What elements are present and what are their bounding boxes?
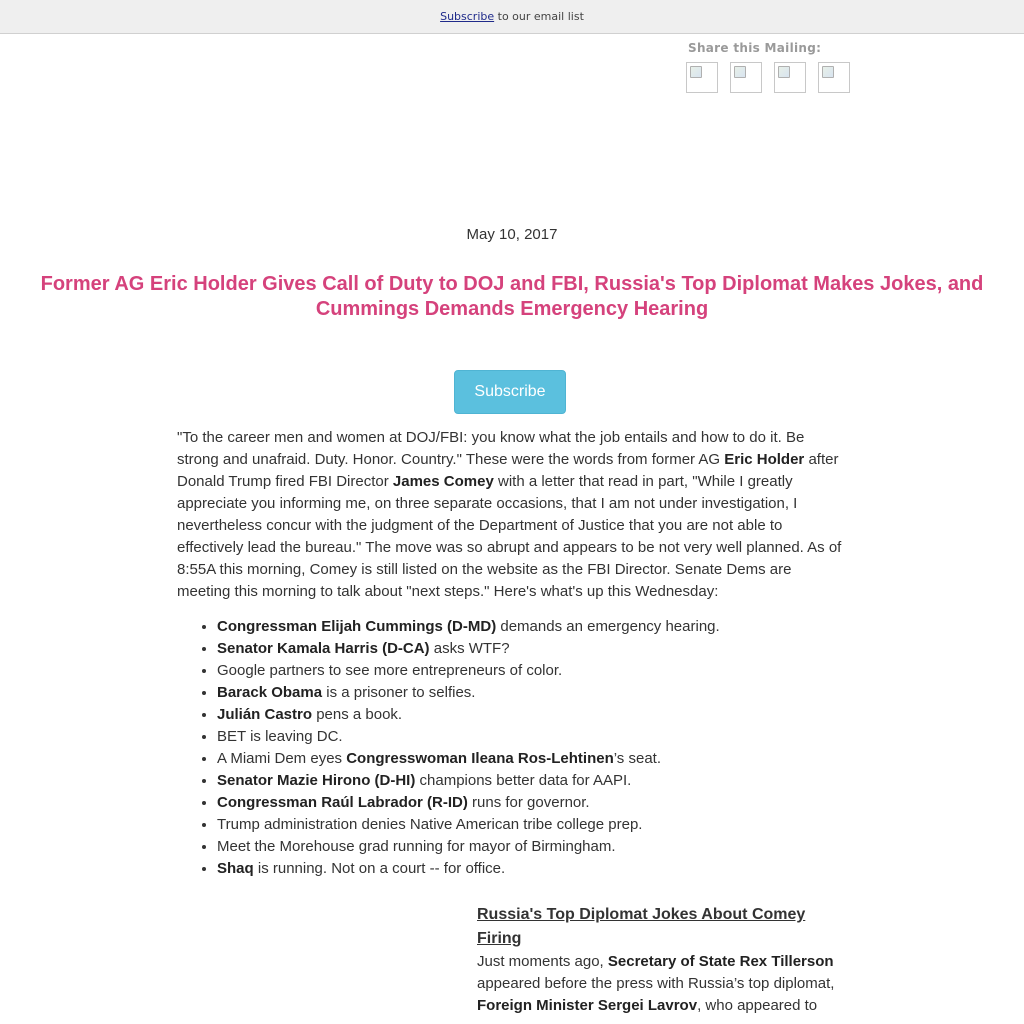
mailing-date: May 10, 2017: [466, 226, 558, 243]
share-label: Share this Mailing:: [688, 41, 822, 55]
list-item: • Julián Castro pens a book.: [217, 704, 847, 726]
list-item: • Barack Obama is a prisoner to selfies.: [217, 682, 847, 704]
article-body: Just moments ago, Secretary of State Rex Tillerson appeared before the press with Russia’s top diplomat, Foreign Minister Sergei Lavrov, who appeared to: [477, 953, 835, 1014]
share-facebook-broken-image-icon[interactable]: [686, 62, 718, 93]
article-section: [477, 903, 847, 1017]
intro-paragraph: [177, 427, 847, 603]
list-item: • Meet the Morehouse grad running for mayor of Birmingham.: [217, 836, 847, 858]
intro-text: "To the career men and women at DOJ/FBI: you know what the job entails and how to do it. Be strong and unafraid. Duty. Honor. Country." These were the words from former AG: [177, 429, 805, 468]
intro-bold-name: James Comey: [392, 473, 494, 490]
list-item: • Shaq is running. Not on a court -- for office.: [217, 858, 847, 880]
list-item: • Google partners to see more entrepreneurs of color.: [217, 660, 847, 682]
subscribe-button[interactable]: Subscribe: [454, 370, 566, 414]
share-linkedin-broken-image-icon[interactable]: [774, 62, 806, 93]
share-twitter-broken-image-icon[interactable]: [730, 62, 762, 93]
article-title-link[interactable]: Russia's Top Diplomat Jokes About Comey Firing: [477, 906, 806, 947]
list-item: • A Miami Dem eyes Congresswoman Ileana Ros-Lehtinen’s seat.: [217, 748, 847, 770]
headline: Former AG Eric Holder Gives Call of Duty to DOJ and FBI, Russia's Top Diplomat Makes Jokes, and Cummings Demands Emergency Hearing: [40, 273, 984, 320]
intro-text: after Donald Trump fired FBI Director: [177, 451, 839, 490]
list-item: • Senator Kamala Harris (D-CA) asks WTF?: [217, 638, 847, 660]
intro-text: with a letter that read in part, "While I greatly appreciate you informing me, on three separate occasions, that I am not under investigation, I nevertheless concur with the judgment of the Department of Justice that you are not able to effectively lead the bureau." The move was so abrupt and appears to be not very well planned. As of 8:55A this morning, Comey is still listed on the website as the FBI Director. Senate Dems are meeting this morning to talk about "next steps." Here's what's up this Wednesday:: [177, 473, 842, 600]
list-item: • Trump administration denies Native American tribe college prep.: [217, 814, 847, 836]
share-email-broken-image-icon[interactable]: [818, 62, 850, 93]
list-item: • BET is leaving DC.: [217, 726, 847, 748]
subscribe-banner: [0, 0, 1024, 34]
list-item: • Congressman Elijah Cummings (D-MD) demands an emergency hearing.: [217, 616, 847, 638]
subscribe-banner-text: to our email list: [494, 10, 584, 23]
subscribe-link[interactable]: Subscribe: [440, 10, 495, 23]
share-icons: [686, 62, 850, 93]
list-item: • Congressman Raúl Labrador (R-ID) runs for governor.: [217, 792, 847, 814]
intro-bold-name: Eric Holder: [724, 451, 805, 468]
headline-list: [177, 616, 847, 880]
list-item: • Senator Mazie Hirono (D-HI) champions better data for AAPI.: [217, 770, 847, 792]
